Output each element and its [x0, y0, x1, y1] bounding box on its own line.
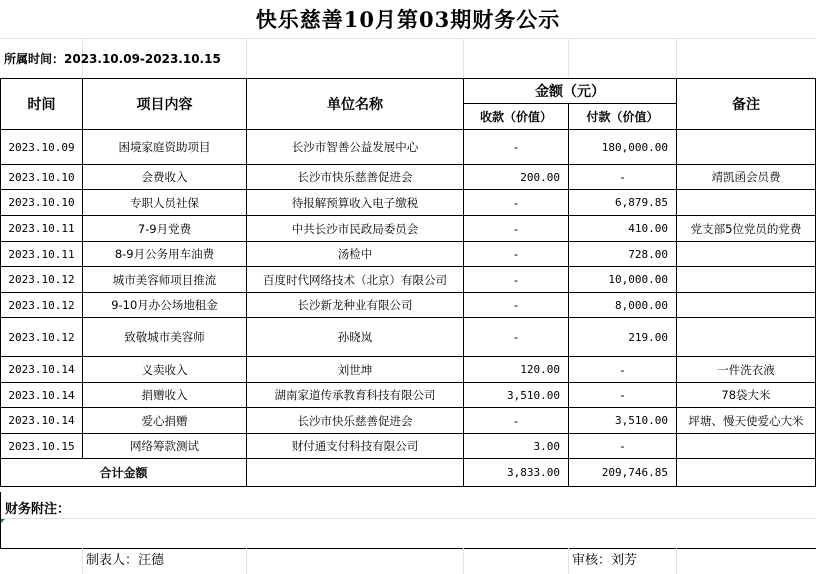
cell-unit[interactable]: 中共长沙市民政局委员会: [247, 216, 464, 242]
cell-unit[interactable]: 长沙新龙种业有限公司: [247, 293, 464, 318]
total-label[interactable]: 合计金额: [1, 459, 247, 487]
cell-payment[interactable]: 728.00: [569, 242, 677, 267]
cell-date[interactable]: 2023.10.09: [1, 130, 83, 165]
cell-project[interactable]: 8-9月公务用车油费: [83, 242, 247, 267]
cell-unit[interactable]: 财付通支付科技有限公司: [247, 434, 464, 459]
cell-project[interactable]: 7-9月党费: [83, 216, 247, 242]
cell-income[interactable]: 200.00: [464, 165, 569, 190]
table-row: [1, 434, 816, 459]
cell-payment[interactable]: 410.00: [569, 216, 677, 242]
cell-date[interactable]: 2023.10.14: [1, 357, 83, 383]
cell-date[interactable]: 2023.10.14: [1, 383, 83, 408]
table-row: [1, 216, 816, 242]
cell-project[interactable]: 网络筹款测试: [83, 434, 247, 459]
cell-date[interactable]: 2023.10.15: [1, 434, 83, 459]
cell-remark[interactable]: [677, 130, 816, 165]
cell-payment[interactable]: 180,000.00: [569, 130, 677, 165]
table-row: [1, 318, 816, 357]
preparer-label: 制表人：汪德: [86, 553, 165, 568]
cell-date[interactable]: 2023.10.11: [1, 242, 83, 267]
cell-remark[interactable]: 靖凯函会员费: [677, 165, 816, 190]
header-project[interactable]: 项目内容: [83, 79, 247, 130]
table-row: [1, 293, 816, 318]
table-row: [1, 383, 816, 408]
cell-date[interactable]: 2023.10.10: [1, 190, 83, 216]
cell-payment[interactable]: -: [569, 383, 677, 408]
cell-project[interactable]: 困境家庭资助项目: [83, 130, 247, 165]
cell-payment[interactable]: 8,000.00: [569, 293, 677, 318]
cell-unit[interactable]: 待报解预算收入电子缴税: [247, 190, 464, 216]
cell-income[interactable]: 3,510.00: [464, 383, 569, 408]
cell-unit[interactable]: 刘世坤: [247, 357, 464, 383]
cell-income[interactable]: -: [464, 408, 569, 434]
financial-notes[interactable]: [0, 492, 816, 549]
cell-income[interactable]: -: [464, 190, 569, 216]
cell-remark[interactable]: [677, 242, 816, 267]
header-amount[interactable]: 金额（元）: [464, 79, 677, 104]
cell-unit[interactable]: 长沙市快乐慈善促进会: [247, 165, 464, 190]
cell-date[interactable]: 2023.10.14: [1, 408, 83, 434]
cell-date[interactable]: 2023.10.12: [1, 267, 83, 293]
cell-project[interactable]: 专职人员社保: [83, 190, 247, 216]
cell-payment[interactable]: -: [569, 357, 677, 383]
cell-project[interactable]: 城市美容师项目推流: [83, 267, 247, 293]
cell-payment[interactable]: 219.00: [569, 318, 677, 357]
cell-project[interactable]: 义卖收入: [83, 357, 247, 383]
cell-payment[interactable]: 10,000.00: [569, 267, 677, 293]
cell-income[interactable]: -: [464, 216, 569, 242]
page-title: 快乐慈善10月第03期财务公示: [255, 7, 561, 32]
table-row: [1, 267, 816, 293]
table-row: [1, 165, 816, 190]
cell-remark[interactable]: [677, 318, 816, 357]
cell-project[interactable]: 爱心捐赠: [83, 408, 247, 434]
total-payment[interactable]: 209,746.85: [569, 459, 677, 487]
table-row: [1, 408, 816, 434]
cell-comment-marker: [1, 519, 5, 523]
cell-payment[interactable]: 6,879.85: [569, 190, 677, 216]
cell-unit[interactable]: 湖南家道传承教育科技有限公司: [247, 383, 464, 408]
header-remark[interactable]: 备注: [677, 79, 816, 130]
cell-remark[interactable]: [677, 267, 816, 293]
table-row: [1, 242, 816, 267]
cell-income[interactable]: -: [464, 130, 569, 165]
cell-payment[interactable]: 3,510.00: [569, 408, 677, 434]
cell-unit[interactable]: 百度时代网络技术（北京）有限公司: [247, 267, 464, 293]
notes-label: 财务附注：: [5, 502, 71, 517]
cell-payment[interactable]: -: [569, 434, 677, 459]
total-row: [1, 459, 816, 487]
cell-remark[interactable]: 坪塘、慢天使爱心大米: [677, 408, 816, 434]
cell-income[interactable]: -: [464, 318, 569, 357]
cell-date[interactable]: 2023.10.12: [1, 293, 83, 318]
cell-project[interactable]: 会费收入: [83, 165, 247, 190]
header-income[interactable]: 收款（价值）: [464, 104, 569, 130]
finance-table: [0, 78, 816, 487]
header-unit[interactable]: 单位名称: [247, 79, 464, 130]
auditor-label: 审核：刘芳: [572, 553, 638, 568]
cell-remark[interactable]: [677, 434, 816, 459]
cell-remark[interactable]: 78袋大米: [677, 383, 816, 408]
table-row: [1, 130, 816, 165]
cell-remark[interactable]: 党支部5位党员的党费: [677, 216, 816, 242]
cell-income[interactable]: -: [464, 293, 569, 318]
cell-income[interactable]: -: [464, 242, 569, 267]
total-unit-empty[interactable]: [247, 459, 464, 487]
cell-payment[interactable]: -: [569, 165, 677, 190]
cell-unit[interactable]: 长沙市智善公益发展中心: [247, 130, 464, 165]
cell-unit[interactable]: 汤检中: [247, 242, 464, 267]
total-income[interactable]: 3,833.00: [464, 459, 569, 487]
cell-unit[interactable]: 长沙市快乐慈善促进会: [247, 408, 464, 434]
cell-remark[interactable]: [677, 190, 816, 216]
cell-project[interactable]: 致敬城市美容师: [83, 318, 247, 357]
footer: [0, 548, 816, 574]
total-remark-empty[interactable]: [677, 459, 816, 487]
notes-gridline: [1, 518, 816, 519]
header-payment[interactable]: 付款（价值）: [569, 104, 677, 130]
cell-income[interactable]: 3.00: [464, 434, 569, 459]
table-row: [1, 190, 816, 216]
cell-income[interactable]: -: [464, 267, 569, 293]
cell-date[interactable]: 2023.10.10: [1, 165, 83, 190]
period-label: 所属时间：2023.10.09-2023.10.15: [4, 52, 221, 66]
cell-remark[interactable]: 一件洗衣液: [677, 357, 816, 383]
cell-income[interactable]: 120.00: [464, 357, 569, 383]
header-time[interactable]: 时间: [1, 79, 83, 130]
cell-remark[interactable]: [677, 293, 816, 318]
cell-project[interactable]: 捐赠收入: [83, 383, 247, 408]
cell-date[interactable]: 2023.10.11: [1, 216, 83, 242]
table-row: [1, 357, 816, 383]
cell-date[interactable]: 2023.10.12: [1, 318, 83, 357]
cell-project[interactable]: 9-10月办公场地租金: [83, 293, 247, 318]
cell-unit[interactable]: 孙晓岚: [247, 318, 464, 357]
